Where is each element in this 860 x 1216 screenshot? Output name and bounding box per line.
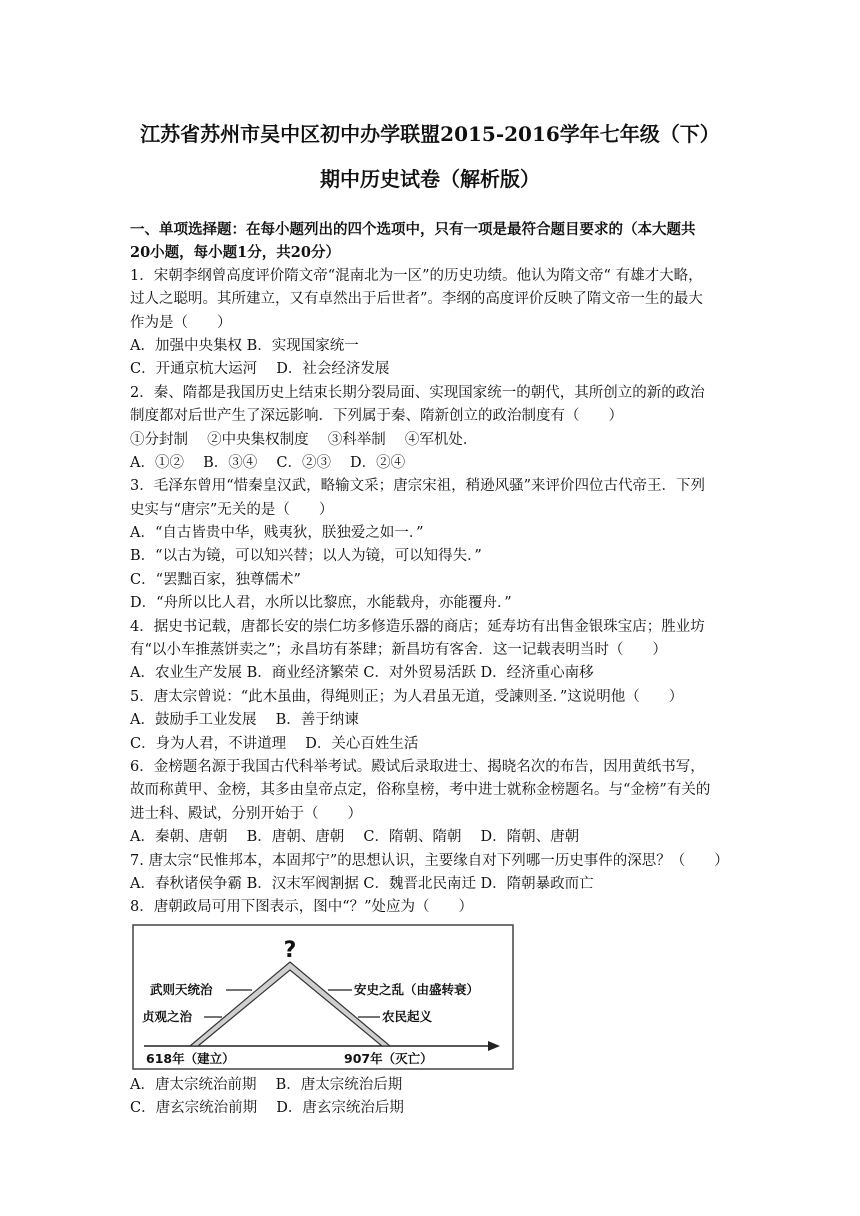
question-line: 过人之聪明。其所建立，又有卓然出于后世者”。李纲的高度评价反映了隋文帝一生的最大 [130, 291, 703, 308]
question-line: 5．唐太宗曾说：“此木虽曲，得绳则正；为人君虽无道，受諫则圣．”这说明他（ ） [130, 688, 684, 705]
question-line: 故而称黄甲、金榜，其多由皇帝点定，俗称皇榜，考中进士就称金榜题名。与“金榜”有关的 [130, 782, 711, 799]
label-end-907: 907年（灭亡） [344, 1050, 433, 1066]
option-line: C．身为人君，不讲道理 D．关心百姓生活 [130, 735, 419, 752]
question-line: 制度都对后世产生了深远影响．下列属于秦、隋新创立的政治制度有（ ） [130, 408, 623, 425]
question-line: 有“以小车推蒸饼卖之”；永昌坊有茶肆；新昌坊有客舍．这一记载表明当时（ ） [130, 642, 667, 659]
question-line: 1．宋朝李纲曾高度评价隋文帝“混南北为一区”的历史功绩。他认为隋文帝“ 有雄才大略， [130, 267, 703, 284]
option-line: A．鼓励手工业发展 B．善于纳谏 [130, 712, 359, 729]
option-line: D．“舟所以比人君，水所以比黎庶，水能载舟，亦能覆舟．” [130, 595, 512, 612]
option-line: A．①② B．③④ C．②③ D．②④ [130, 454, 406, 471]
question-line: 7. 唐太宗“民惟邦本，本固邦宁”的思想认识，主要缘自对下列哪一历史事件的深思？（ ） [130, 852, 729, 869]
option-line: A．春秋诸侯争霸 B．汉末军阀割据 C．魏晋北民南迁 D．隋朝暴政而亡 [130, 875, 594, 892]
label-start-618: 618年（建立） [146, 1050, 235, 1066]
question-line: 进士科、殿试，分别开始于（ ） [130, 805, 362, 822]
option-line: B．“以古为镜，可以知兴替；以人为镜，可以知得失．” [130, 548, 482, 565]
question-line: 8．唐朝政局可用下图表示，图中“？”处应为（ ） [130, 899, 474, 916]
option-line: C．唐玄宗统治前期 D．唐玄宗统治后期 [130, 1100, 404, 1117]
question-line: 2．秦、隋都是我国历史上结束长期分裂局面、实现国家统一的朝代，其所创立的新的政治 [130, 384, 705, 401]
label-anshi-rebellion: 安史之乱（由盛转衰） [354, 981, 480, 997]
exam-title-line1: 江苏省苏州市吴中区初中办学联盟2015-2016学年七年级（下） [140, 122, 720, 146]
peak-question-mark: ? [283, 937, 297, 963]
option-line: C．开通京杭大运河 D．社会经济发展 [130, 361, 390, 378]
option-line: A．加强中央集权 B．实现国家统一 [130, 337, 359, 354]
tang-politics-diagram [132, 924, 514, 1070]
exam-content [130, 218, 732, 1121]
option-line: A．“自古皆贵中华，贱夷狄，朕独爱之如一．” [130, 525, 424, 542]
option-line: A．农业生产发展 B．商业经济繁荣 C．对外贸易活跃 D．经济重心南移 [130, 665, 594, 682]
section-heading-line: 一、单项选择题：在每小题列出的四个选项中，只有一项是最符合题目要求的（本大题共 [130, 221, 696, 238]
option-line: A．秦朝、唐朝 B．唐朝、唐朝 C．隋朝、隋朝 D．隋朝、唐朝 [130, 829, 580, 846]
option-line: A．唐太宗统治前期 B．唐太宗统治后期 [130, 1076, 403, 1093]
section-heading-line: 20小题，每小题1分，共20分） [130, 244, 340, 262]
exam-title-line2: 期中历史试卷（解析版） [320, 167, 540, 191]
label-zhenguan: 贞观之治 [142, 1008, 193, 1024]
option-line: C．“罢黜百家，独尊儒术” [130, 571, 301, 588]
label-wu-zetian: 武则天统治 [150, 981, 213, 997]
label-peasant-uprising: 农民起义 [382, 1008, 433, 1024]
question-line: ①分封制 ②中央集权制度 ③科举制 ④军机处． [130, 431, 478, 448]
question-line: 3．毛泽东曾用“惜秦皇汉武，略输文采；唐宗宋祖，稍逊风骚”来评价四位古代帝王．下列 [130, 478, 706, 495]
question-line: 史实与“唐宗”无关的是（ ） [130, 501, 334, 518]
question-line: 6．金榜题名源于我国古代科举考试。殿试后录取进士、揭晓名次的布告，因用黄纸书写， [130, 758, 705, 775]
question-line: 作为是（ ） [130, 314, 232, 331]
question-line: 4．据史书记载，唐都长安的崇仁坊多修造乐器的商店；延寿坊有出售金银珠宝店；胜业坊 [130, 618, 705, 635]
